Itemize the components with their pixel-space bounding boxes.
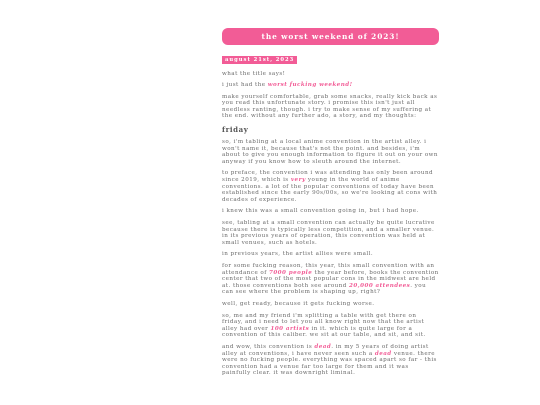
text-run: venue. there were no fucking people. everything was spaced apart so far - this convention had a venue far too large for them and it was painfully clear. it was downright liminal. [222,350,437,377]
post-date: august 21st, 2023 [222,56,297,64]
paragraph [222,82,439,89]
emphasis-text: dead [314,343,332,350]
paragraph [222,263,439,296]
emphasis-text: worst fucking weekend! [267,82,353,89]
section-heading: friday [222,125,249,135]
paragraph [222,220,439,246]
text-run: well, get ready, because it gets fucking worse. [222,300,375,307]
paragraph [222,208,439,215]
blog-post [222,28,439,382]
text-run: see, tabling at a small convention can actually be quite lucrative because there is typically less competition, and a smaller venue. in its previous years of operation, this convention was held at small venues, such as hotels. [222,220,435,246]
text-run: so, i'm tabling at a local anime convention in the artist alley. i won't name it, because that's not the point. and besides, i'm about to give you enough information to figure it out on your own anyway if you know how to sleuth around the internet. [222,139,438,165]
paragraph [222,71,439,78]
text-run: to preface, the convention i was attending has only been around since 2019, which is [222,170,434,184]
text-run: what the title says! [222,70,286,77]
text-run: . you can see where the problem is shaping up, right? [222,282,427,296]
text-run: the year before, books the convention center that two of the most popular cons in the midwest are held at. those conventions both see around [222,269,439,289]
text-run: make yourself comfortable, grab some snacks, really kick back as you read this unfortunate story. i promise this isn't just all needless ranting, though. i try to make sense of my suffering at the end. without any further ado, a story, and my thoughts: [222,93,438,120]
text-run: in previous years, the artist allies were small. [222,251,374,258]
emphasis-text: 7000 people [269,269,313,276]
paragraph [222,301,439,308]
text-run: for some fucking reason, this year, this small convention with an attendance of [222,262,435,276]
text-run: so, me and my friend i'm splitting a table with get there on friday, and i need to let you all know right now that the artist alley had over [222,312,425,332]
paragraph [222,139,439,165]
text-run: young in the world of anime conventions. a lot of the popular conventions of today have been established since the early 90s/00s, so we're looking at cons with decades of experience. [222,177,438,203]
post-title: the worst weekend of 2023! [222,28,439,45]
text-run: i just had the [222,82,268,89]
text-run: i knew this was a small convention going in, but i had hope. [222,208,419,215]
intro-paragraphs [222,71,439,121]
emphasis-text: dead [374,350,392,357]
text-run: in it. which is quite large for a convention of this caliber. we sit at our table, and sit, and sit. [222,325,426,339]
text-run: and wow, this convention is [222,343,315,350]
emphasis-text: very [290,177,306,184]
section-paragraphs [222,139,439,377]
paragraph [222,344,439,377]
text-run: . in my 5 years of doing artist alley at conventions, i have never seen such a [222,343,429,357]
paragraph [222,313,439,339]
paragraph [222,251,439,258]
paragraph [222,170,439,203]
paragraph [222,94,439,120]
emphasis-text: 20,000 attendees [349,282,411,289]
post-body [222,71,439,377]
emphasis-text: 100 artists [270,325,310,332]
